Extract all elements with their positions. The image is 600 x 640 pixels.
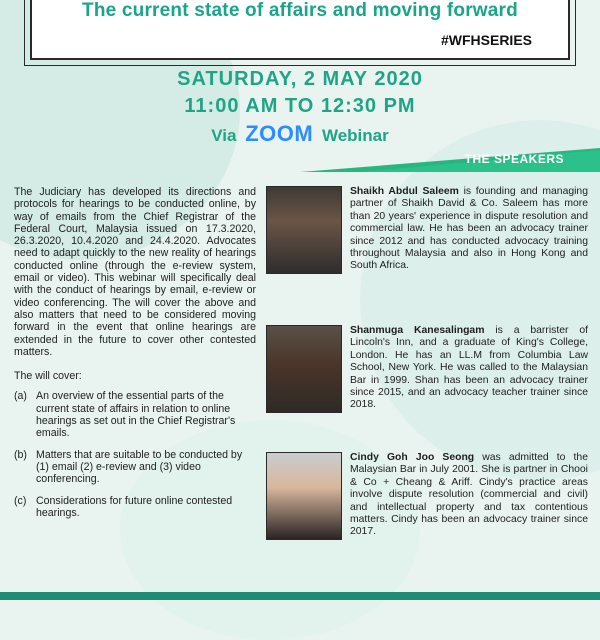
speaker-photo xyxy=(266,186,342,274)
will-cover-heading: The will cover: xyxy=(14,370,82,383)
description-column xyxy=(14,186,256,528)
speaker-photo xyxy=(266,325,342,413)
speaker-name: Shanmuga Kanesalingam xyxy=(350,325,485,336)
speaker-photo xyxy=(266,452,342,540)
speakers-heading: THE SPEAKERS xyxy=(464,152,564,166)
speaker-bio: is a barrister of Lincoln's Inn, and a graduate of King's College, London. He has an LL.M from Columbia Law School, New York. He was called to the Malaysian Bar in 1999. Shan has been an advocacy trainer since 2015, and an advocacy teacher trainer since 2018. xyxy=(350,325,588,411)
list-item xyxy=(14,449,256,486)
speaker-name: Shaikh Abdul Saleem xyxy=(350,186,459,197)
title-frame xyxy=(30,0,570,60)
via-suffix: Webinar xyxy=(321,126,389,145)
event-time: 11:00 AM TO 12:30 PM xyxy=(184,95,416,117)
speaker-cindy xyxy=(266,452,588,542)
list-text: An overview of the essential parts of the current state of affairs in relation to online hearings as set out in the Chief Registrar's emails. xyxy=(36,390,236,440)
intro-paragraph: The Judiciary has developed its directions and protocols for hearings to be conducted online, by way of emails from the Chief Registrar of the Federal Court, Malaysia issued on 17.3.2020, 26.3.2020, 10.4.2020 and 24.4.2020. Advocates need to adapt quickly to the new reality of hearings conducted online (through the e-review system, email or video). This webinar will specifically deal with the conduct of hearings by email, e-review or video conferencing. The will cover the above and also matters that need to be considered moving forward in the event that online hearings are extended in the future to cover other contested matters. xyxy=(14,186,256,358)
speaker-saleem xyxy=(266,186,588,276)
background-shape xyxy=(360,120,600,480)
series-hashtag: #WFHSERIES xyxy=(440,32,532,48)
event-platform-line xyxy=(0,121,600,147)
via-prefix: Via xyxy=(211,126,237,145)
zoom-logo: ZOOM xyxy=(245,121,314,146)
event-date: SATURDAY, 2 MAY 2020 xyxy=(177,68,423,90)
speaker-shanmuga xyxy=(266,325,588,415)
speaker-name: Cindy Goh Joo Seong xyxy=(350,452,475,463)
bottom-bar xyxy=(0,592,600,600)
list-item xyxy=(14,390,256,439)
speaker-bio: was admitted to the Malaysian Bar in July 2001. She is partner in Chooi & Co + Cheang & Ariff. Cindy's practice areas involve dispute resolution (commercial and civil) and intellectual property and tax contentious matters. Cindy has been an advocacy trainer since 2017. xyxy=(350,452,588,538)
list-item xyxy=(14,495,256,520)
list-marker: (a) xyxy=(14,390,27,403)
speakers-banner xyxy=(300,148,600,172)
speaker-bio: is founding and managing partner of Shaikh David & Co. Saleem has more than 20 years' experience in dispute resolution and commercial law. He has been an advocacy trainer since 2012 and has conducted advocacy training throughout Malaysia and also in Hong Kong and South Africa. xyxy=(350,186,588,272)
event-subtitle: The current state of affairs and moving forward xyxy=(82,0,518,21)
list-marker: (b) xyxy=(14,448,27,461)
list-text: Matters that are suitable to be conducted by (1) email (2) e-review and (3) video conferencing. xyxy=(36,448,243,486)
list-text: Considerations for future online contested hearings. xyxy=(36,494,233,519)
list-marker: (c) xyxy=(14,494,27,507)
